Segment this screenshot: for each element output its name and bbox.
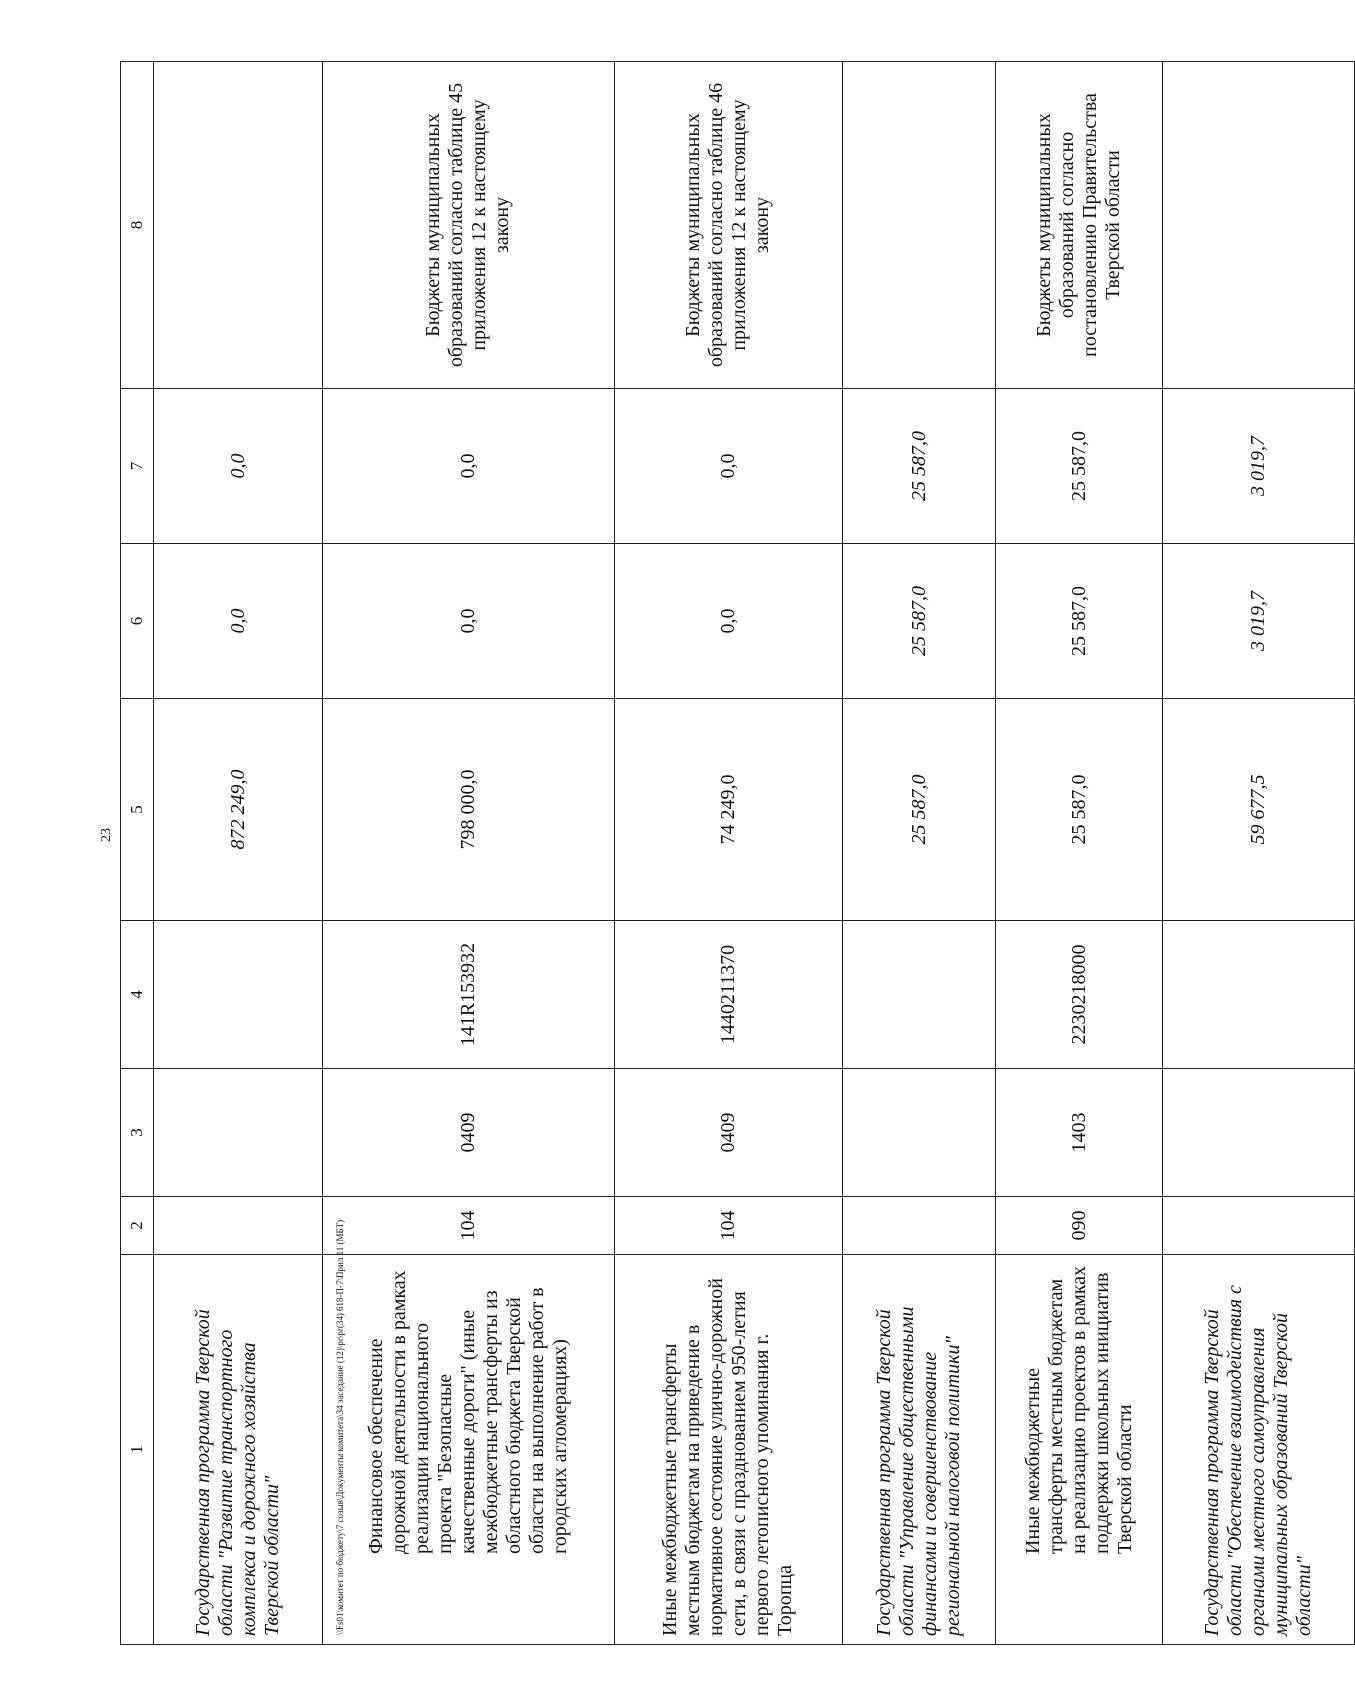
code-col3 xyxy=(154,1069,323,1197)
code-col4: 141R153932 xyxy=(323,921,615,1069)
program-name: Государственная программа Тверской области "Развитие транспортного комплекса и дорожного хозяйства Тверской области" xyxy=(154,1255,323,1645)
note-col8 xyxy=(842,62,996,389)
note-col8 xyxy=(154,62,323,389)
note-col8 xyxy=(1162,62,1354,389)
value-col6: 0,0 xyxy=(323,544,615,699)
value-col7: 3 019,7 xyxy=(1162,389,1354,544)
value-col5: 25 587,0 xyxy=(842,699,996,921)
table-row xyxy=(614,62,842,1645)
table-row xyxy=(323,62,615,1645)
col-header-8: 8 xyxy=(121,62,154,389)
code-col2 xyxy=(154,1197,323,1255)
table-row xyxy=(1162,62,1354,1645)
value-col5: 74 249,0 xyxy=(614,699,842,921)
budget-table xyxy=(120,61,1355,1645)
code-col3 xyxy=(842,1069,996,1197)
code-col4 xyxy=(154,921,323,1069)
footer-file-path: \\Fs01\комитет по бюджету\7 созыв\Документы комитета\34 заседание (12)\pr\pr(34) 618-П-7\Прил 11 (МБТ) xyxy=(335,1219,345,1635)
code-col4 xyxy=(1162,921,1354,1069)
value-col7: 0,0 xyxy=(154,389,323,544)
value-col6: 0,0 xyxy=(154,544,323,699)
program-name: Государственная программа Тверской области "Управление общественными финансами и совершенствование региональной налоговой политики" xyxy=(842,1255,996,1645)
table-row xyxy=(996,62,1162,1645)
code-col3: 0409 xyxy=(323,1069,615,1197)
col-header-7: 7 xyxy=(121,389,154,544)
value-col5: 798 000,0 xyxy=(323,699,615,921)
code-col4 xyxy=(842,921,996,1069)
header-row xyxy=(121,62,154,1645)
table-row xyxy=(842,62,996,1645)
code-col2: 090 xyxy=(996,1197,1162,1255)
value-col6: 25 587,0 xyxy=(996,544,1162,699)
code-col2: 104 xyxy=(323,1197,615,1255)
note-col8: Бюджеты муниципальных образований согласно таблице 46 приложения 12 к настоящему закону xyxy=(614,62,842,389)
value-col7: 25 587,0 xyxy=(842,389,996,544)
item-name: Финансовое обеспечение дорожной деятельности в рамках реализации национального проекта "Безопасные качественные дороги" (иные межбюджетные трансферты из областного бюджета Тверской области на выполнение работ в городских агломерациях) xyxy=(323,1255,615,1645)
col-header-5: 5 xyxy=(121,699,154,921)
code-col2: 104 xyxy=(614,1197,842,1255)
col-header-3: 3 xyxy=(121,1069,154,1197)
code-col3: 0409 xyxy=(614,1069,842,1197)
value-col7: 0,0 xyxy=(323,389,615,544)
value-col5: 872 249,0 xyxy=(154,699,323,921)
col-header-6: 6 xyxy=(121,544,154,699)
value-col5: 25 587,0 xyxy=(996,699,1162,921)
note-col8: Бюджеты муниципальных образований согласно таблице 45 приложения 12 к настоящему закону xyxy=(323,62,615,389)
value-col6: 25 587,0 xyxy=(842,544,996,699)
col-header-1: 1 xyxy=(121,1255,154,1645)
page-number: 23 xyxy=(99,828,114,842)
item-name: Иные межбюджетные трансферты местным бюджетам на реализацию проектов в рамках поддержки школьных инициатив Тверской области xyxy=(996,1255,1162,1645)
value-col6: 0,0 xyxy=(614,544,842,699)
code-col4: 1440211370 xyxy=(614,921,842,1069)
code-col3 xyxy=(1162,1069,1354,1197)
table-row xyxy=(154,62,323,1645)
value-col6: 3 019,7 xyxy=(1162,544,1354,699)
value-col7: 25 587,0 xyxy=(996,389,1162,544)
rotated-table-container xyxy=(120,62,1355,1645)
value-col7: 0,0 xyxy=(614,389,842,544)
code-col4: 2230218000 xyxy=(996,921,1162,1069)
col-header-4: 4 xyxy=(121,921,154,1069)
code-col3: 1403 xyxy=(996,1069,1162,1197)
program-name: Государственная программа Тверской области "Обеспечение взаимодействия с органами местного самоуправления муниципальных образований Тверской области" xyxy=(1162,1255,1354,1645)
code-col2 xyxy=(842,1197,996,1255)
col-header-2: 2 xyxy=(121,1197,154,1255)
code-col2 xyxy=(1162,1197,1354,1255)
note-col8: Бюджеты муниципальных образований согласно постановлению Правительства Тверской области xyxy=(996,62,1162,389)
item-name: Иные межбюджетные трансферты местным бюджетам на приведение в нормативное состояние улично-дорожной сети, в связи с празднованием 950-летия первого летописного упоминания г. Торопца xyxy=(614,1255,842,1645)
value-col5: 59 677,5 xyxy=(1162,699,1354,921)
